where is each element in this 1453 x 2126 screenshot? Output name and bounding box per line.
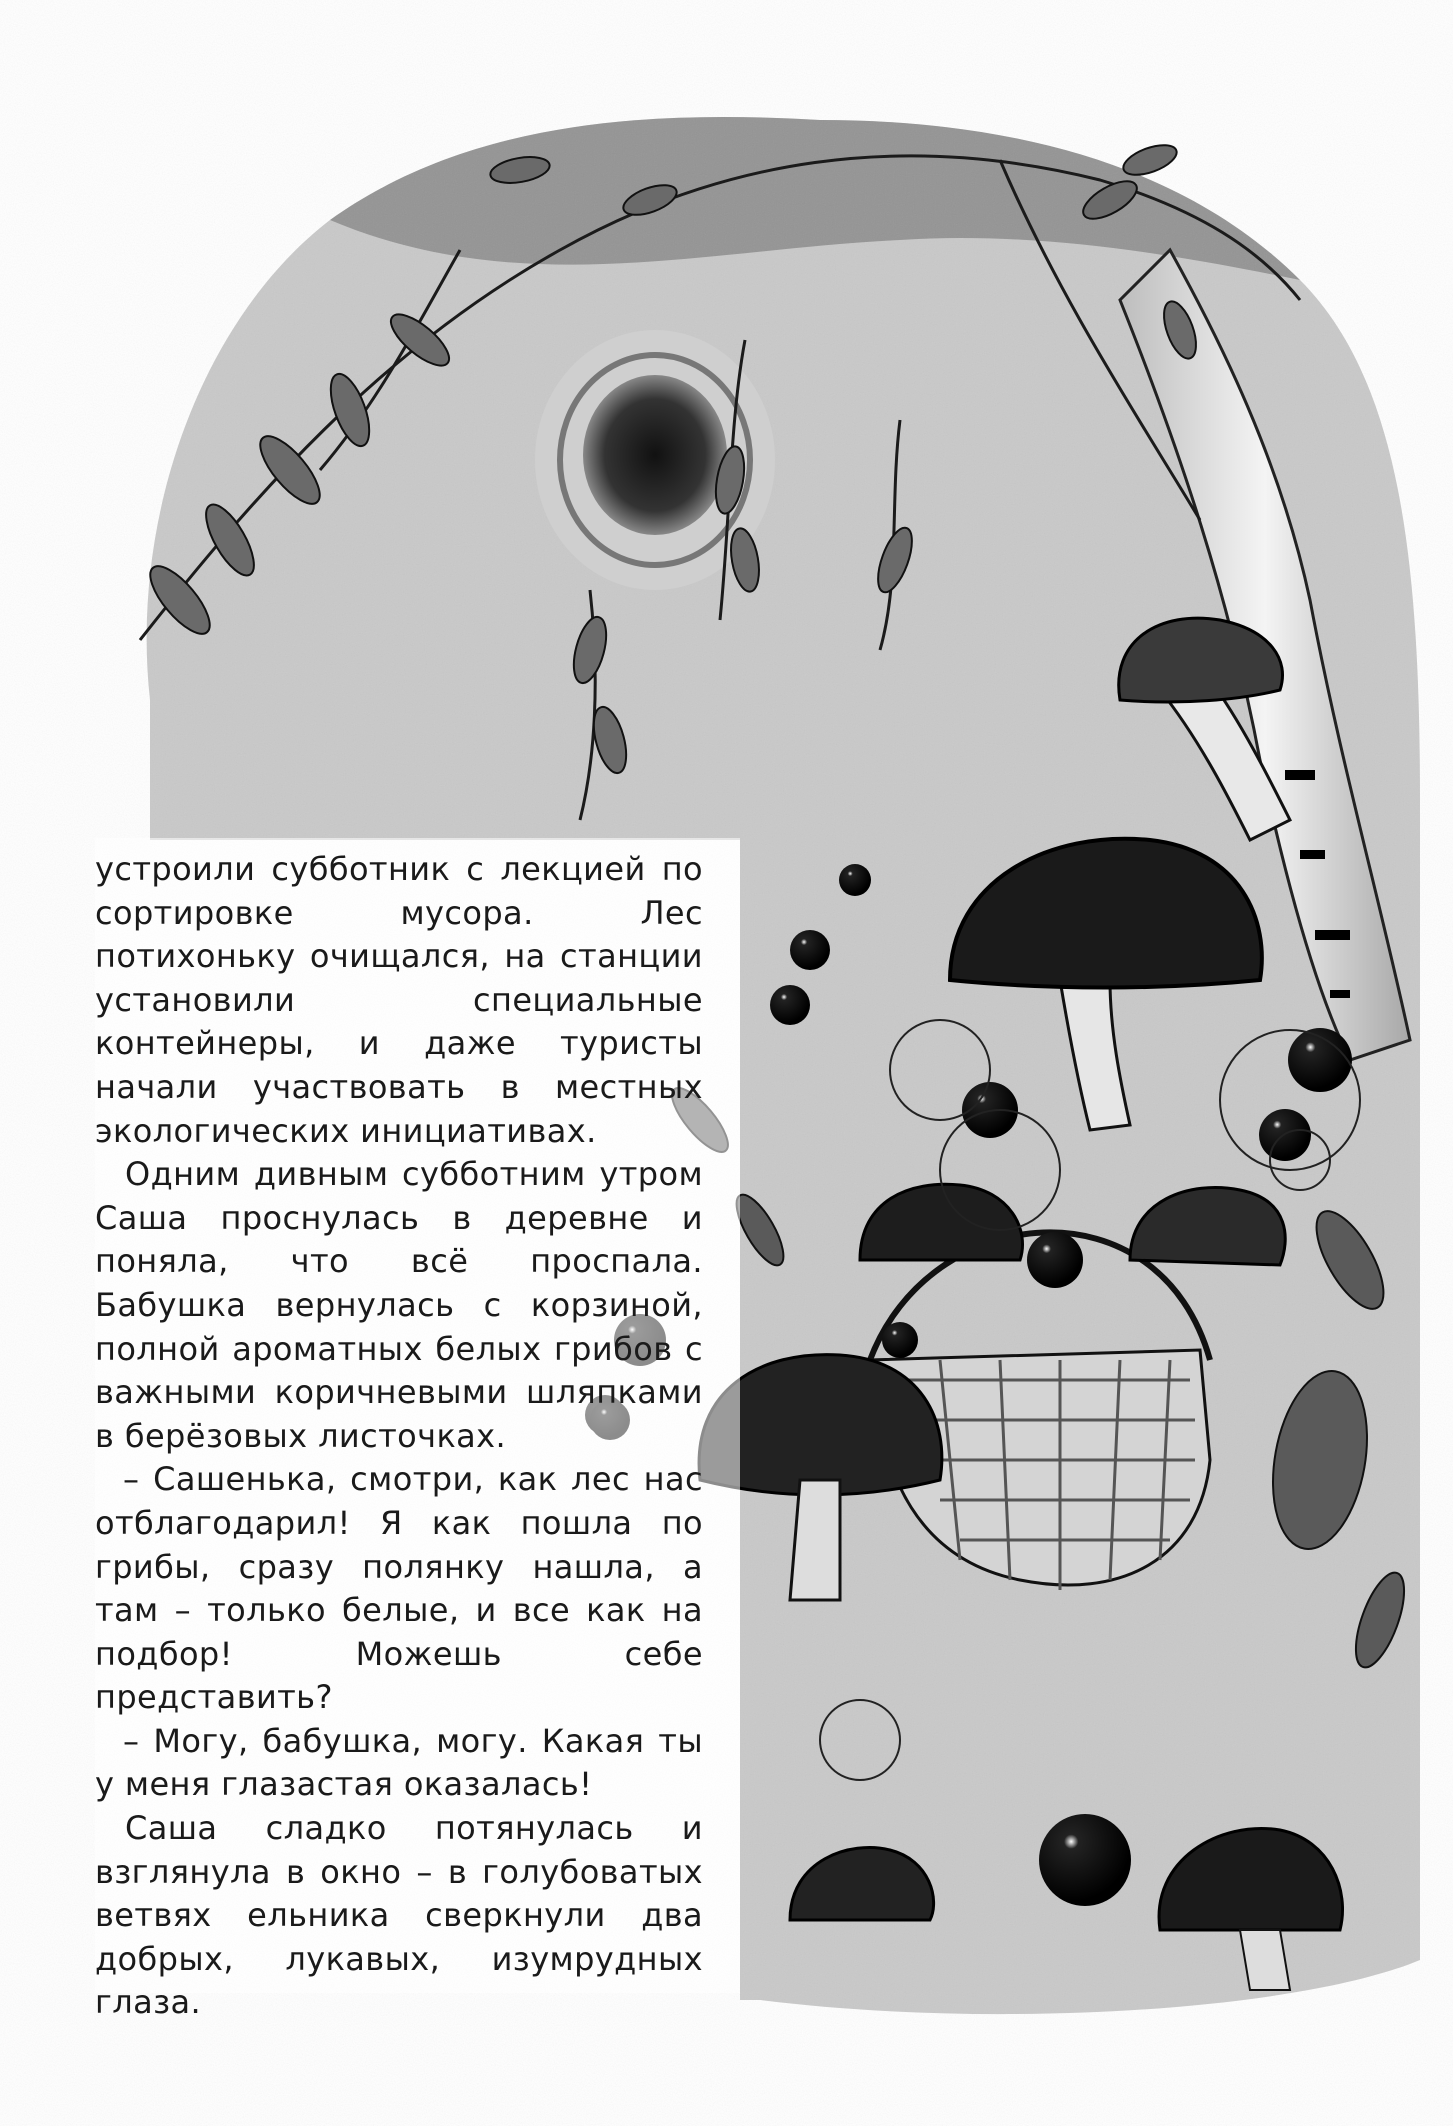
paragraph-3: – Сашенька, смотри, как лес нас отблагодарил! Я как пошла по грибы, сразу полянку нашла, а там – только белые, и все как на подбор! Можешь себе представить? (95, 1460, 703, 1717)
paragraph-4: – Могу, бабушка, могу. Какая ты у меня глазастая оказалась! (95, 1721, 703, 1804)
story-text (95, 848, 703, 2025)
paragraph-1: устроили субботник с лекцией по сортировке мусора. Лес потихоньку очищался, на станции установили специальные контейнеры, и даже туристы начали участвовать в местных экологических инициативах. (95, 850, 703, 1150)
paragraph-5: Саша сладко потянулась и взглянула в окно – в голубоватых ветвях ельника сверкнули два добрых, лукавых, изумрудных глаза. (95, 1809, 703, 2022)
paragraph-2: Одним дивным субботним утром Саша проснулась в деревне и поняла, что всё проспала. Бабушка вернулась с корзиной, полной ароматных белых грибов с важными коричневыми шляпками в берёзовых листочках. (95, 1155, 703, 1455)
